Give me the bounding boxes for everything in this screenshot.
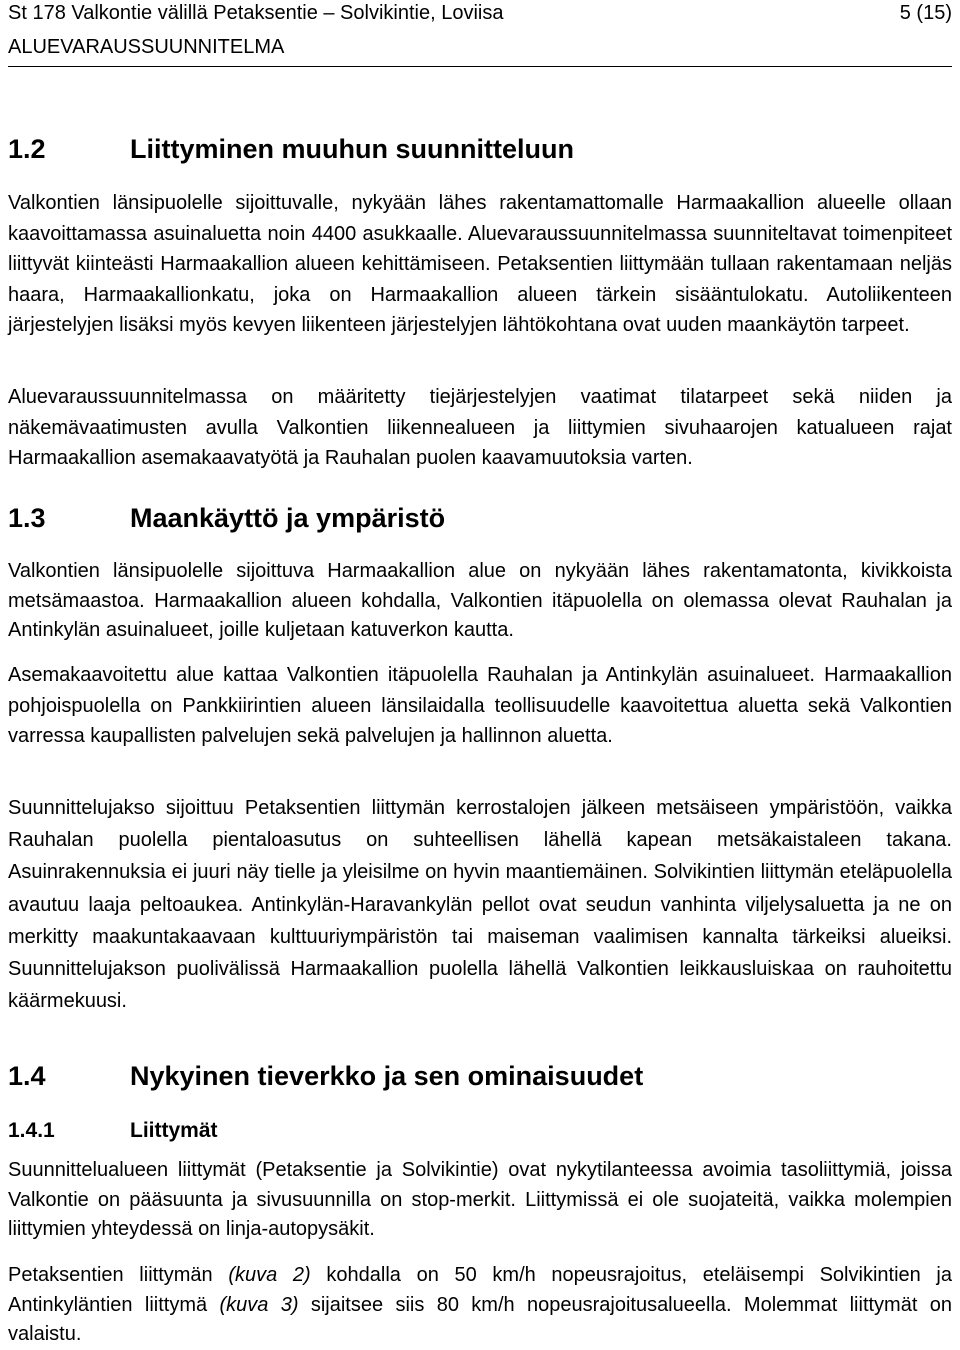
figure-reference: (kuva 3) [219, 1293, 299, 1316]
paragraph: Suunnittelujakso sijoittuu Petaksentien liittymän kerrostalojen jälkeen metsäiseen ympäristöön, vaikka Rauhalan puolella pientaloasutus on suhteellisen lähellä kapean metsäkaistaleen takana. Asuinrakennuksia ei juuri näy tielle ja yleisilme on hyvin maantiemäinen. Solvikintien liittymän eteläpuolella avautuu laaja peltoaukea. Antinkylän-Haravankylän pellot ovat seudun vanhinta viljelysaluetta ja ne on merkitty maakuntakaavaan kulttuuriympäristön tai maiseman vaalimisen kannalta tärkeiksi alueiksi. Suunnittelujakson puolivälissä Harmaakallion puolella lähellä Valkontien leikkausluiskaa on rauhoitettu käärmekuusi. [8, 797, 952, 1013]
page-header [8, 0, 952, 68]
text-run: kohdalla on 50 km/h nopeusrajoitus, eteläisempi Solvikintien ja Antinkyläntien liittymä [8, 1264, 952, 1316]
text-run: Petaksentien liittymän [8, 1264, 229, 1286]
document-page [8, 0, 952, 1346]
section-title: Liittyminen muuhun suunnitteluun [130, 134, 574, 164]
section-heading-1-2 [8, 134, 574, 164]
section-number: 1.4 [8, 1061, 46, 1091]
paragraph: Asemakaavoitettu alue kattaa Valkontien itäpuolella Rauhalan ja Antinkylän asuinalueet. Harmaakallion pohjoispuolella on Pankkiirintien alueen länsilaidalla teollisuudelle kaavoitettua aluetta sekä Valkontien varressa kaupallisten palvelujen sekä palvelujen ja hallinnon aluetta. [8, 664, 952, 747]
paragraph: Valkontien länsipuolelle sijoittuvalle, nykyään lähes rakentamattomalle Harmaakallion alueelle ollaan kaavoittamassa asuinaluetta noin 4400 asukkaalle. Aluevaraussuunnitelmassa suunniteltavat toimenpiteet liittyvät kiinteästi Harmaakallion alueen kehittämiseen. Petaksentien liittymään tullaan rakentamaan neljäs haara, Harmaakallionkatu, joka on Harmaakallion alueen tärkein sisääntulokatu. Autoliikenteen järjestelyjen lisäksi myös kevyen liikenteen järjestelyjen lähtökohtana ovat uuden maankäytön tarpeet. [8, 192, 952, 336]
section-title: Nykyinen tieverkko ja sen ominaisuudet [130, 1061, 644, 1091]
subsection-title: Liittymät [130, 1119, 218, 1142]
figure-reference: (kuva 2) [228, 1264, 311, 1286]
paragraph: Suunnittelualueen liittymät (Petaksentie ja Solvikintie) ovat nykytilanteessa avoimia tasoliittymiä, joissa Valkontie on pääsuunta ja sivusuunnilla on stop-merkit. Liittymissä ei ole suojateitä, vaikka molempien liittymien yhteydessä on linja-autopysäkit. [8, 1159, 952, 1241]
paragraph [8, 1261, 952, 1350]
section-number: 1.3 [8, 503, 46, 533]
document-title: St 178 Valkontie välillä Petaksentie – Solvikintie, Loviisa [8, 2, 504, 24]
subsection-heading-1-4-1 [8, 1119, 218, 1143]
page-number: 5 (15) [899, 2, 952, 24]
header-divider [8, 66, 952, 67]
paragraph: Aluevaraussuunnitelmassa on määritetty tiejärjestelyjen vaatimat tilatarpeet sekä niiden ja näkemävaatimusten avulla Valkontien liikennealueen ja liittymien sivuhaarojen katualueen rajat Harmaakallion asemakaavatyötä ja Rauhalan puolen kaavamuutoksia varten. [8, 386, 952, 469]
document-subtitle: ALUEVARAUSSUUNNITELMA [8, 36, 285, 58]
section-heading-1-3 [8, 503, 445, 533]
section-number: 1.2 [8, 134, 46, 164]
subsection-number: 1.4.1 [8, 1119, 55, 1142]
text-run: sijaitsee siis 80 km/h nopeusrajoitusalueella. Molemmat liittymät on valaistu. [8, 1293, 952, 1346]
paragraph: Valkontien länsipuolelle sijoittuva Harmaakallion alue on nykyään lähes rakentamatonta, kivikkoista metsämaastoa. Harmaakallion alueen kohdalla, Valkontien itäpuolella on olemassa olevat Rauhalan ja Antinkylän asuinalueet, joille kuljetaan katuverkon kautta. [8, 560, 952, 642]
section-title: Maankäyttö ja ympäristö [130, 503, 446, 533]
section-heading-1-4 [8, 1061, 643, 1091]
